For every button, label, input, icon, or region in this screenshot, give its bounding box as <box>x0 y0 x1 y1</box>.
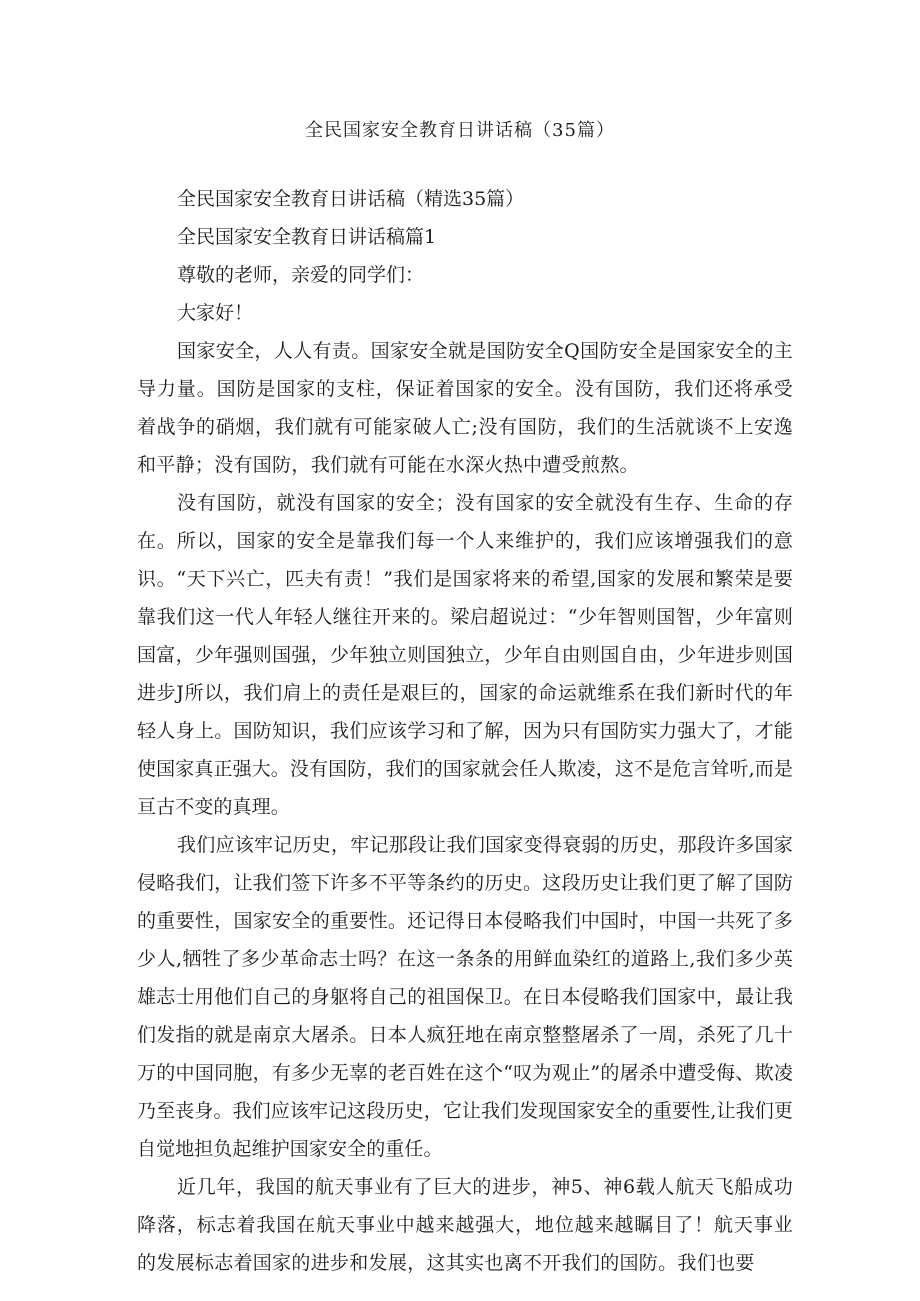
section-heading: 全民国家安全教育日讲话稿篇1 <box>177 226 437 248</box>
greeting: 大家好！ <box>177 302 254 324</box>
document-body <box>137 180 793 1282</box>
paragraph-4: 近几年，我国的航天事业有了巨大的进步，神5、神6载人航天飞船成功降落，标志着我国在航天事业中越来越强大，地位越来越瞩目了！航天事业的发展标志着国家的进步和发展，这其实也离不开我们的国防。我们也要 <box>137 1176 793 1274</box>
paragraph-1: 国家安全，人人有责。国家安全就是国防安全Q国防安全是国家安全的主导力量。国防是国家的支柱，保证着国家的安全。没有国防，我们还将承受着战争的硝烟，我们就有可能家破人亡;没有国防，我们的生活就谈不上安逸和平静；没有国防，我们就有可能在水深火热中遭受煎熬。 <box>137 340 793 476</box>
document-title: 全民国家安全教育日讲话稿（35篇） <box>305 120 615 141</box>
salutation: 尊敬的老师，亲爱的同学们： <box>177 264 425 286</box>
paragraph-3: 我们应该牢记历史，牢记那段让我们国家变得衰弱的历史，那段许多国家侵略我们，让我们签下许多不平等条约的历史。这段历史让我们更了解了国防的重要性，国家安全的重要性。还记得日本侵略我们中国时，中国一共死了多少人,牺牲了多少革命志士吗？在这一条条的用鲜血染红的道路上,我们多少英雄志士用他们自己的身躯将自己的祖国保卫。在日本侵略我们国家中，最让我们发指的就是南京大屠杀。日本人疯狂地在南京整整屠杀了一周，杀死了几十万的中国同胞，有多少无辜的老百姓在这个“叹为观止”的屠杀中遭受侮、欺凌乃至丧身。我们应该牢记这段历史，它让我们发现国家安全的重要性,让我们更自觉地担负起维护国家安全的重任。 <box>137 834 793 1160</box>
paragraph-2: 没有国防，就没有国家的安全；没有国家的安全就没有生存、生命的存在。所以，国家的安全是靠我们每一个人来维护的，我们应该增强我们的意识。“天下兴亡，匹夫有责！”我们是国家将来的希望,国家的发展和繁荣是要靠我们这一代人年轻人继往开来的。梁启超说过：“少年智则国智，少年富则国富，少年强则国强，少年独立则国独立，少年自由则国自由，少年进步则国进步J所以，我们肩上的责任是艰巨的，国家的命运就维系在我们新时代的年轻人身上。国防知识，我们应该学习和了解，因为只有国防实力强大了，才能使国家真正强大。没有国防，我们的国家就会任人欺凌，这不是危言耸听,而是亘古不变的真理。 <box>137 492 793 818</box>
document-subtitle: 全民国家安全教育日讲话稿（精选35篇） <box>177 188 525 210</box>
